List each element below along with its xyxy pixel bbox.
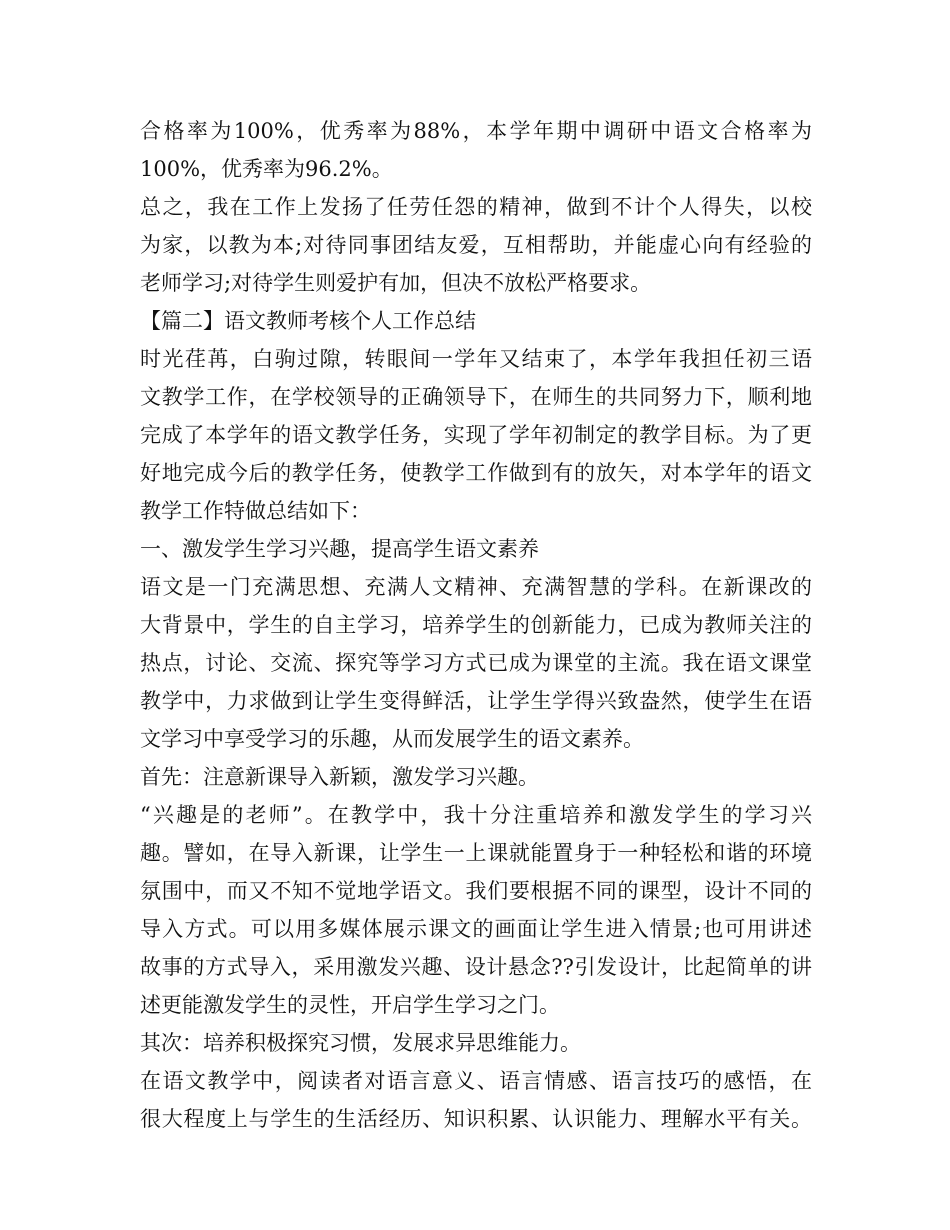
text-line: 时光荏苒，白驹过隙，转眼间一学年又结束了，本学年我担任初三语	[140, 347, 812, 371]
subsection-heading: 一、激发学生学习兴趣，提高学生语文素养	[140, 537, 539, 561]
text-line: 老师学习;对待学生则爱护有加，但决不放松严格要求。	[140, 271, 652, 295]
text-line: 教学中，力求做到让学生变得鲜活，让学生学得兴致盎然，使学生在语	[140, 689, 812, 713]
point-heading: 其次：培养积极探究习惯，发展求异思维能力。	[140, 1031, 581, 1055]
point-heading: 首先：注意新课导入新颖，激发学习兴趣。	[140, 765, 539, 789]
text-line: 述更能激发学生的灵性，开启学生学习之门。	[140, 993, 560, 1017]
text-line: 大背景中，学生的自主学习，培养学生的创新能力，已成为教师关注的	[140, 613, 812, 637]
text-line: 故事的方式导入，采用激发兴趣、设计悬念??引发设计，比起简单的讲	[140, 955, 812, 979]
text-line: 100%，优秀率为96.2%。	[140, 157, 393, 181]
text-line: 教学工作特做总结如下：	[140, 499, 371, 523]
text-line: 好地完成今后的教学任务，使教学工作做到有的放矢，对本学年的语文	[140, 461, 812, 485]
text-line: 合格率为100%，优秀率为88%，本学年期中调研中语文合格率为	[140, 119, 812, 143]
text-line: 趣。譬如，在导入新课，让学生一上课就能置身于一种轻松和谐的环境	[140, 841, 812, 865]
text-line: 总之，我在工作上发扬了任劳任怨的精神，做到不计个人得失，以校	[140, 195, 812, 219]
text-line: 文教学工作，在学校领导的正确领导下，在师生的共同努力下，顺利地	[140, 385, 812, 409]
text-line: 在语文教学中，阅读者对语言意义、语言情感、语言技巧的感悟，在	[140, 1069, 812, 1093]
text-line: 文学习中享受学习的乐趣，从而发展学生的语文素养。	[140, 727, 644, 751]
text-line: 为家，以教为本;对待同事团结友爱，互相帮助，并能虚心向有经验的	[140, 233, 812, 257]
section-heading: 【篇二】语文教师考核个人工作总结	[140, 309, 476, 333]
text-line: “兴趣是的老师”。在教学中，我十分注重培养和激发学生的学习兴	[140, 803, 812, 827]
text-line: 很大程度上与学生的生活经历、知识积累、认识能力、理解水平有关。	[140, 1107, 812, 1131]
text-line: 完成了本学年的语文教学任务，实现了学年初制定的教学目标。为了更	[140, 423, 812, 447]
text-line: 导入方式。可以用多媒体展示课文的画面让学生进入情景;也可用讲述	[140, 917, 812, 941]
text-line: 热点，讨论、交流、探究等学习方式已成为课堂的主流。我在语文课堂	[140, 651, 812, 675]
text-line: 氛围中，而又不知不觉地学语文。我们要根据不同的课型，设计不同的	[140, 879, 812, 903]
document-body	[140, 112, 812, 1138]
text-line: 语文是一门充满思想、充满人文精神、充满智慧的学科。在新课改的	[140, 575, 812, 599]
